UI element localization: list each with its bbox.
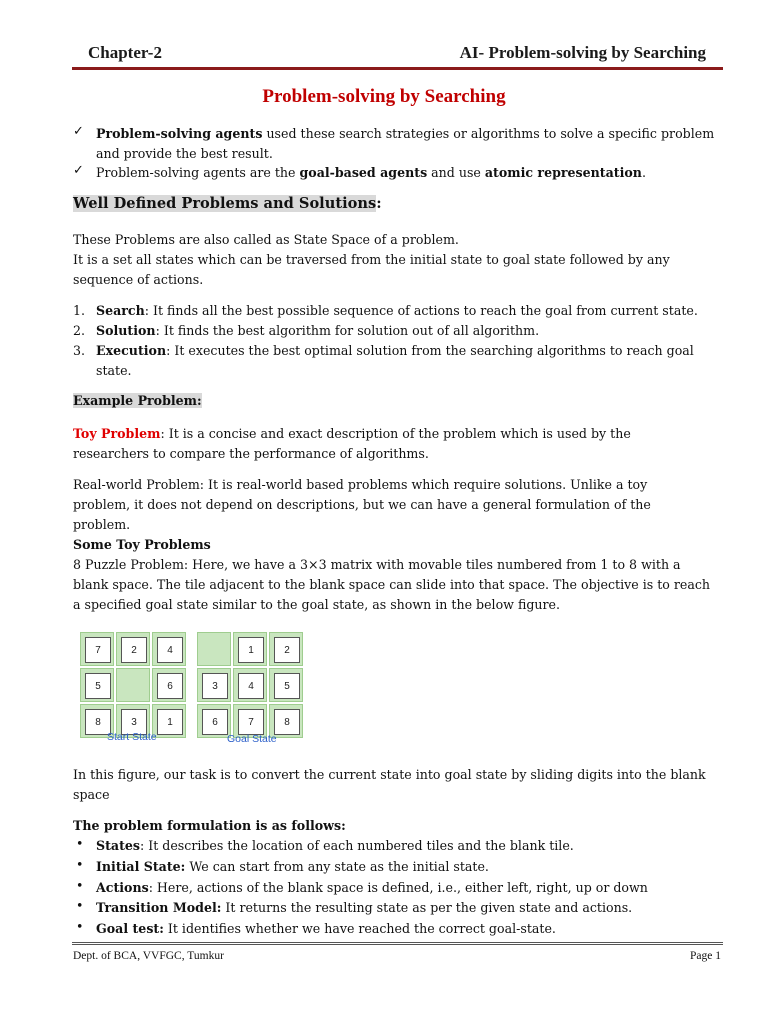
puzzle-tile: 6 <box>202 709 228 735</box>
formulation-label: Actions <box>96 880 149 895</box>
goal-state-grid <box>195 630 305 740</box>
numbered-item-solution <box>96 321 726 341</box>
numbered-item-label: Solution <box>96 323 156 338</box>
puzzle-tile: 3 <box>202 673 228 699</box>
formulation-item-transition-model <box>96 898 726 918</box>
figure-explanation-line-1: In this figure, our task is to convert the current state into goal state by sliding digits into the blank <box>73 767 706 782</box>
check-item-1-rest: used these search strategies or algorithms to solve a specific problem <box>262 126 715 141</box>
puzzle-line-3: a specified goal state similar to the goal state, as shown in the below figure. <box>73 597 560 612</box>
puzzle-cell <box>80 668 114 702</box>
puzzle-cell <box>152 668 186 702</box>
formulation-text: It identifies whether we have reached the correct goal-state. <box>163 921 556 936</box>
header-rule <box>72 67 723 70</box>
puzzle-cell <box>80 632 114 666</box>
goal-state-caption: Goal State <box>227 733 277 745</box>
puzzle-tile: 6 <box>157 673 183 699</box>
formulation-item-initial-state <box>96 857 726 877</box>
formulation-heading-text: The problem formulation is as follows: <box>73 818 346 833</box>
formulation-item-states <box>96 836 726 856</box>
check-item-2-bold1: goal-based agents <box>299 165 428 180</box>
check-item-2-mid: and use <box>427 165 485 180</box>
toy-problem-label: Toy Problem <box>73 426 161 441</box>
bullet-icon: • <box>76 836 84 851</box>
puzzle-tile: 2 <box>121 637 147 663</box>
check-item-2 <box>96 163 726 183</box>
formulation-label: States <box>96 838 140 853</box>
puzzle-cell <box>197 632 231 666</box>
puzzle-cell <box>233 632 267 666</box>
header-chapter: Chapter-2 <box>88 43 162 62</box>
formulation-item-actions <box>96 878 726 898</box>
formulation-text: We can start from any state as the initial state. <box>185 859 489 874</box>
puzzle-tile: 5 <box>274 673 300 699</box>
numbered-item-label: Search <box>96 303 145 318</box>
numbered-item-text: : It executes the best optimal solution from the searching algorithms to reach goal <box>166 343 694 358</box>
check-item-1-bold: Problem-solving agents <box>96 126 263 141</box>
numbered-item-text: : It finds the best algorithm for solution out of all algorithm. <box>155 323 540 338</box>
bullet-icon: • <box>76 857 84 872</box>
formulation-label: Initial State: <box>96 859 186 874</box>
start-state-caption: Start State <box>107 731 157 743</box>
puzzle-tile: 7 <box>85 637 111 663</box>
formulation-text: It returns the resulting state as per the given state and actions. <box>221 900 633 915</box>
puzzle-tile: 8 <box>274 709 300 735</box>
puzzle-tile: 7 <box>238 709 264 735</box>
footer-department: Dept. of BCA, VVFGC, Tumkur <box>73 950 224 962</box>
section-heading <box>73 195 382 212</box>
check-item-2-post: . <box>641 165 646 180</box>
puzzle-cell <box>197 704 231 738</box>
puzzle-cell <box>116 668 150 702</box>
footer-rule <box>72 944 723 945</box>
puzzle-tile: 5 <box>85 673 111 699</box>
toy-problem-text: : It is a concise and exact description of the problem which is used by the <box>160 426 631 441</box>
puzzle-cell <box>233 668 267 702</box>
bullet-icon: • <box>76 878 84 893</box>
header-subject: AI- Problem-solving by Searching <box>459 43 706 62</box>
bullet-icon: • <box>76 898 84 913</box>
puzzle-tile: 8 <box>85 709 111 735</box>
example-heading: Example Problem: <box>73 393 202 408</box>
puzzle-cell <box>269 668 303 702</box>
section-heading-text: Well Defined Problems and Solutions <box>73 195 377 212</box>
puzzle-tile: 1 <box>157 709 183 735</box>
realworld-paragraph <box>73 475 723 615</box>
numbered-item-text: : It finds all the best possible sequence of actions to reach the goal from current state. <box>144 303 698 318</box>
some-toy-heading: Some Toy Problems <box>73 537 211 552</box>
formulation-text: : It describes the location of each numbered tiles and the blank tile. <box>140 838 574 853</box>
numbered-item-line2: state. <box>96 363 132 378</box>
realworld-line-2: problem, it does not depend on descriptions, but we can have a general formulation of the <box>73 497 651 512</box>
figure-explanation <box>73 765 723 805</box>
check-item-2-bold2: atomic representation <box>484 165 642 180</box>
toy-problem-paragraph <box>73 424 723 464</box>
intro-line-1: These Problems are also called as State Space of a problem. <box>73 232 459 247</box>
intro-line-2: It is a set all states which can be traversed from the initial state to goal state followed by any <box>73 252 670 267</box>
formulation-heading <box>73 816 723 836</box>
intro-line-3: sequence of actions. <box>73 272 204 287</box>
page-title: Problem-solving by Searching <box>262 86 506 107</box>
puzzle-cell <box>152 704 186 738</box>
puzzle-cell <box>269 632 303 666</box>
puzzle-cell <box>152 632 186 666</box>
figure-explanation-line-2: space <box>73 787 110 802</box>
intro-paragraph <box>73 230 723 290</box>
puzzle-tile: 3 <box>121 709 147 735</box>
numbered-item-execution <box>96 341 726 381</box>
footer-page-number: Page 1 <box>690 950 721 962</box>
list-number: 1. <box>73 303 86 318</box>
check-item-1-line2: and provide the best result. <box>96 145 273 161</box>
puzzle-cell <box>197 668 231 702</box>
puzzle-tile: 4 <box>157 637 183 663</box>
check-item-2-pre: Problem-solving agents are the <box>96 165 300 180</box>
bullet-icon: • <box>76 919 84 934</box>
puzzle-line-1: 8 Puzzle Problem: Here, we have a 3×3 matrix with movable tiles numbered from 1 to 8 with a <box>73 557 681 572</box>
formulation-label: Goal test: <box>96 921 164 936</box>
check-item-1 <box>96 124 726 163</box>
list-number: 2. <box>73 323 86 338</box>
check-icon: ✓ <box>73 163 84 178</box>
puzzle-tile: 1 <box>238 637 264 663</box>
check-icon: ✓ <box>73 124 84 139</box>
numbered-item-label: Execution <box>96 343 167 358</box>
puzzle-cell <box>116 632 150 666</box>
start-state-grid <box>78 630 188 740</box>
footer-rule <box>72 942 723 943</box>
realworld-line-1: Real-world Problem: It is real-world based problems which require solutions. Unlike a toy <box>73 477 648 492</box>
formulation-text: : Here, actions of the blank space is defined, i.e., either left, right, up or down <box>148 880 648 895</box>
puzzle-line-2: blank space. The tile adjacent to the blank space can slide into that space. The objective is to reach <box>73 577 711 592</box>
puzzle-tile: 4 <box>238 673 264 699</box>
numbered-item-search <box>96 301 726 321</box>
list-number: 3. <box>73 343 86 358</box>
section-heading-colon: : <box>376 195 382 212</box>
formulation-label: Transition Model: <box>96 900 222 915</box>
realworld-line-3: problem. <box>73 517 131 532</box>
toy-problem-line2: researchers to compare the performance of algorithms. <box>73 446 429 461</box>
puzzle-tile: 2 <box>274 637 300 663</box>
formulation-item-goal-test <box>96 919 726 939</box>
